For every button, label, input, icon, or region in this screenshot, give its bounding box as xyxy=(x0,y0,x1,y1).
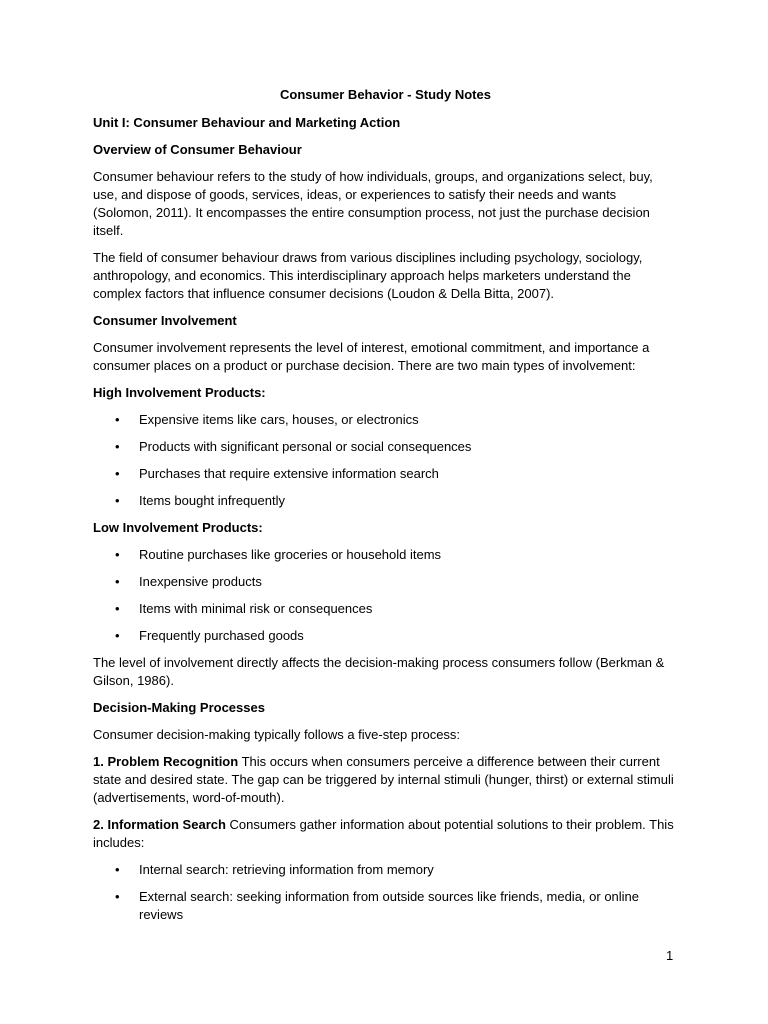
low-involvement-heading: Low Involvement Products: xyxy=(93,520,263,535)
step-1-paragraph xyxy=(93,753,678,807)
involvement-closing-paragraph: The level of involvement directly affects the decision-making process consumers follow (Berkman & Gilson, 1986). xyxy=(93,655,665,688)
overview-paragraph-1: Consumer behaviour refers to the study of how individuals, groups, and organizations select, buy, use, and dispose of goods, services, ideas, or experiences to satisfy their needs and wants (Solomon, 2011). It encompasses the entire consumption process, not just the purchase decision itself. xyxy=(93,169,653,238)
list-item: • Items bought infrequently xyxy=(93,492,678,510)
low-involvement-list xyxy=(93,546,678,645)
high-involvement-heading: High Involvement Products: xyxy=(93,385,266,400)
decision-heading: Decision-Making Processes xyxy=(93,700,265,715)
decision-intro: Consumer decision-making typically follows a five-step process: xyxy=(93,727,461,742)
document-title: Consumer Behavior - Study Notes xyxy=(280,87,491,102)
list-item: • Purchases that require extensive information search xyxy=(93,465,678,483)
list-item: • Routine purchases like groceries or household items xyxy=(93,546,678,564)
high-involvement-list xyxy=(93,411,678,510)
step-2-paragraph xyxy=(93,816,678,852)
step-2-label: 2. Information Search xyxy=(93,817,226,832)
step-1-text: This occurs when consumers perceive a difference between their current state and desired state. The gap can be triggered by internal stimuli (hunger, thirst) or external stimuli (advertisements, word-of-mouth). xyxy=(93,754,674,805)
overview-paragraph-2: The field of consumer behaviour draws from various disciplines including psychology, sociology, anthropology, and economics. This interdisciplinary approach helps marketers understand the complex factors that influence consumer decisions (Loudon & Della Bitta, 2007). xyxy=(93,250,643,301)
list-item: • Frequently purchased goods xyxy=(93,627,678,645)
list-item: • Inexpensive products xyxy=(93,573,678,591)
document-page xyxy=(93,86,678,933)
involvement-paragraph: Consumer involvement represents the level of interest, emotional commitment, and importance a consumer places on a product or purchase decision. There are two main types of involvement: xyxy=(93,340,650,373)
list-item: • Items with minimal risk or consequences xyxy=(93,600,678,618)
list-item: • External search: seeking information from outside sources like friends, media, or online reviews xyxy=(93,888,678,924)
overview-heading: Overview of Consumer Behaviour xyxy=(93,142,302,157)
information-search-list xyxy=(93,861,678,924)
page-number: 1 xyxy=(666,948,674,963)
list-item: • Products with significant personal or social consequences xyxy=(93,438,678,456)
list-item: • Expensive items like cars, houses, or electronics xyxy=(93,411,678,429)
involvement-heading: Consumer Involvement xyxy=(93,313,237,328)
list-item: • Internal search: retrieving information from memory xyxy=(93,861,678,879)
step-1-label: 1. Problem Recognition xyxy=(93,754,239,769)
unit-heading: Unit I: Consumer Behaviour and Marketing Action xyxy=(93,115,401,130)
step-2-text: Consumers gather information about potential solutions to their problem. This includes: xyxy=(93,817,674,850)
